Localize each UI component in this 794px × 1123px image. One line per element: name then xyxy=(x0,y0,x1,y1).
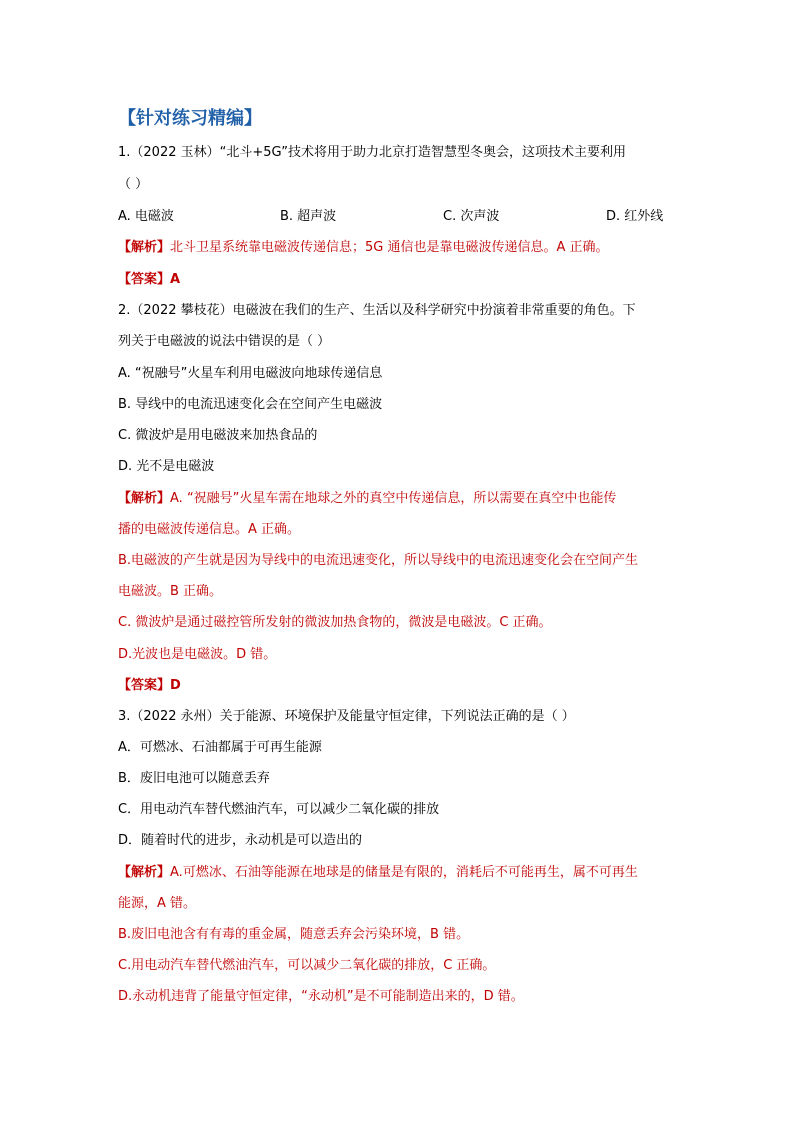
q2-analysis-line-5: C. 微波炉是通过磁控管所发射的微波加热食物的，微波是电磁波。C 正确。 xyxy=(118,615,552,630)
q3-analysis-line-2: 能源，A 错。 xyxy=(118,896,197,911)
q2-analysis-line-6: D.光波也是电磁波。D 错。 xyxy=(118,647,277,662)
q1-option-d: D. 红外线 xyxy=(606,209,664,224)
q3-option-c: C．用电动汽车替代燃油汽车，可以减少二氧化碳的排放 xyxy=(118,802,440,817)
q3-analysis-line-4: C.用电动汽车替代燃油汽车，可以减少二氧化碳的排放，C 正确。 xyxy=(118,958,496,973)
q2-option-d: D. 光不是电磁波 xyxy=(118,459,215,474)
q2-stem-line-1: 2.（2022 攀枝花）电磁波在我们的生产、生活以及科学研究中扮演着非常重要的角色。下 xyxy=(118,303,636,318)
q3-analysis-tag: 【解析】 xyxy=(118,865,171,880)
q2-analysis-line-3: B.电磁波的产生就是因为导线中的电流迅速变化，所以导线中的电流迅速变化会在空间产生 xyxy=(118,553,639,568)
q1-analysis xyxy=(118,240,609,256)
q2-analysis-line-1 xyxy=(118,491,616,507)
q1-option-b: B. 超声波 xyxy=(280,209,337,224)
q2-answer-value: D xyxy=(170,678,181,693)
q2-stem-line-2: 列关于电磁波的说法中错误的是（ ） xyxy=(118,334,331,349)
q2-answer xyxy=(118,678,181,694)
q3-option-a: A．可燃冰、石油都属于可再生能源 xyxy=(118,740,322,755)
q3-analysis-text-1: A.可燃冰、石油等能源在地球是的储量是有限的，消耗后不可能再生，属不可再生 xyxy=(170,865,638,880)
q1-option-c: C. 次声波 xyxy=(443,209,500,224)
q2-option-c: C. 微波炉是用电磁波来加热食品的 xyxy=(118,428,318,443)
q2-answer-tag: 【答案】 xyxy=(118,678,171,693)
q1-option-a: A. 电磁波 xyxy=(118,209,174,224)
q1-answer-value: A xyxy=(170,272,181,287)
q1-analysis-tag: 【解析】 xyxy=(118,240,171,255)
q1-answer-tag: 【答案】 xyxy=(118,272,171,287)
q2-analysis-line-2: 播的电磁波传递信息。A 正确。 xyxy=(118,522,301,537)
q1-answer xyxy=(118,272,180,288)
q2-analysis-tag: 【解析】 xyxy=(118,491,171,506)
q1-stem-line-1: 1.（2022 玉林）“北斗+5G”技术将用于助力北京打造智慧型冬奥会，这项技术主要利用 xyxy=(118,145,627,160)
q2-analysis-line-4: 电磁波。B 正确。 xyxy=(118,584,223,599)
q3-analysis-line-3: B.废旧电池含有有毒的重金属，随意丢弃会污染环境，B 错。 xyxy=(118,927,470,942)
q1-stem-line-2: （ ） xyxy=(118,177,149,192)
section-title: 【针对练习精编】 xyxy=(118,108,262,129)
q3-option-d: D．随着时代的进步，永动机是可以造出的 xyxy=(118,833,363,848)
q2-option-a: A. “祝融号”火星车利用电磁波向地球传递信息 xyxy=(118,366,383,381)
q3-analysis-line-5: D.永动机违背了能量守恒定律，“永动机”是不可能制造出来的，D 错。 xyxy=(118,989,524,1004)
q3-stem-line-1: 3.（2022 永州）关于能源、环境保护及能量守恒定律，下列说法正确的是（ ） xyxy=(118,709,575,724)
q2-analysis-text-1: A. “祝融号”火星车需在地球之外的真空中传递信息，所以需要在真空中也能传 xyxy=(170,491,617,506)
q1-analysis-text: 北斗卫星系统靠电磁波传递信息；5G 通信也是靠电磁波传递信息。A 正确。 xyxy=(170,240,609,255)
q3-analysis-line-1 xyxy=(118,865,638,881)
q2-option-b: B. 导线中的电流迅速变化会在空间产生电磁波 xyxy=(118,397,383,412)
q3-option-b: B．废旧电池可以随意丢弃 xyxy=(118,771,270,786)
